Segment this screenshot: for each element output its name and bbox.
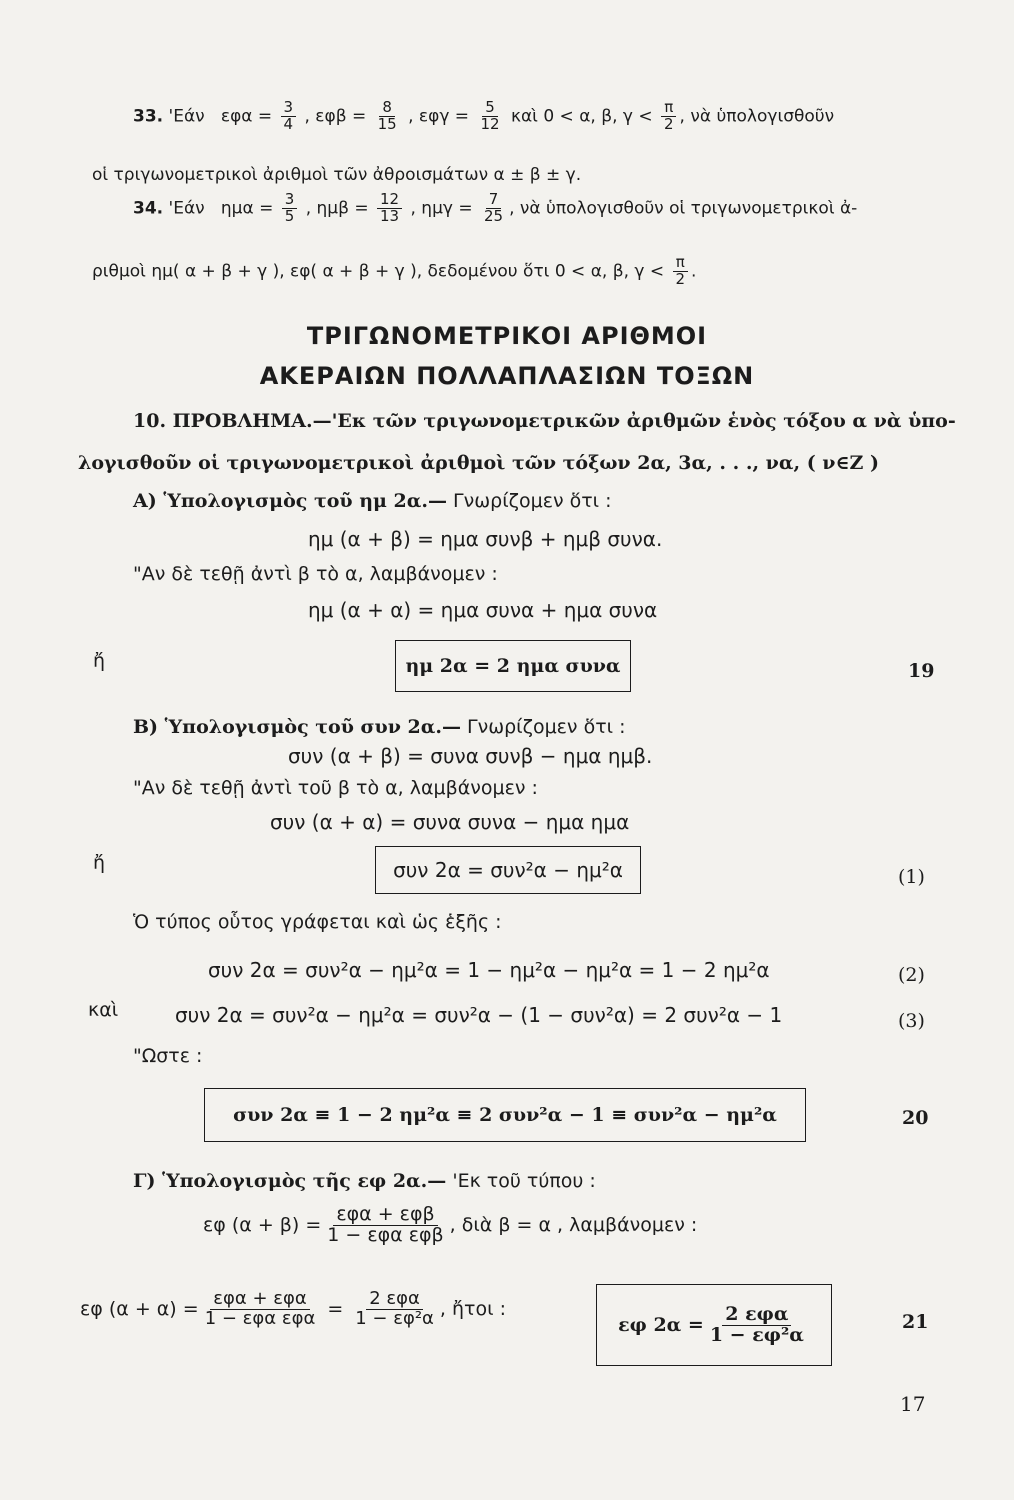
exercise-34-line2 (92, 255, 696, 288)
part-c-eq1-tail: , διὰ β = α , λαμβάνομεν : (449, 1214, 698, 1237)
exercise-34-line1 (133, 192, 857, 225)
part-c-eq1-frac: $\frac{\text{εφα + εφβ}}{\text{1 − εφα εφβ}}$ (327, 1203, 444, 1246)
equation-number-2: (2) (898, 964, 925, 986)
part-a-text1: "Αν δὲ τεθῇ ἀντὶ β τὸ α, λαμβάνομεν : (133, 563, 498, 585)
part-a-heading: Α) Ὑπολογισμὸς τοῦ ημ 2α.— (133, 490, 447, 512)
cos2a-box-text: συν 2α = συν²α − ημ²α (393, 858, 623, 882)
problem-line1: 10. ΠΡΟΒΛΗΜΑ.—'Εκ τῶν τριγωνομετρικῶν ἀριθμῶν ἑνὸς τόξου α νὰ ὑπο- (133, 410, 956, 432)
part-c-eq1-lhs: εφ (α + β) = (203, 1214, 322, 1237)
exercise-33-term1-label: εφα = (220, 106, 273, 127)
part-b-text2: Ὁ τύπος οὗτος γράφεται καὶ ὡς ἑξῆς : (133, 911, 502, 933)
exercise-33-term3-label: , εφγ = (408, 106, 470, 127)
formula-21-box (596, 1284, 832, 1366)
part-a-or: ἤ (93, 650, 106, 672)
exercise-34-lead: 'Εάν (168, 198, 205, 219)
exercise-34-term1-label: ημα = (220, 198, 274, 219)
section-title-line1: ΤΡΙΓΩΝΟΜΕΤΡΙΚΟΙ ΑΡΙΘΜΟΙ (306, 322, 708, 350)
part-a-heading-row (133, 490, 612, 512)
problem-line2: λογισθοῦν οἱ τριγωνομετρικοὶ ἀριθμοὶ τῶν τόξων 2α, 3α, . . ., να, ( ν∈Z ) (78, 452, 880, 474)
part-c-eq2-tail: , ἤτοι : (439, 1298, 506, 1321)
cos2a-box (375, 846, 641, 894)
formula-20-text: συν 2α ≡ 1 − 2 ημ²α ≡ 2 συν²α − 1 ≡ συν²α − ημ²α (233, 1104, 777, 1126)
part-c-eq1 (203, 1205, 697, 1246)
formula-19-number: 19 (908, 660, 935, 682)
exercise-33-tail: , νὰ ὑπολογισθοῦν (679, 106, 835, 127)
part-a-eq2: ημ (α + α) = ημα συνα + ημα συνα (308, 598, 658, 622)
part-b-or: ἤ (93, 852, 106, 874)
part-c-heading-tail: 'Εκ τοῦ τύπου : (452, 1170, 596, 1192)
exercise-34-frac2: $\frac{12}{13}$ (377, 192, 402, 225)
part-b-kai: καὶ (88, 999, 119, 1021)
part-c-eq2-lhs: εφ (α + α) = (80, 1298, 199, 1321)
part-b-heading-tail: Γνωρίζομεν ὅτι : (467, 716, 626, 738)
formula-20-number: 20 (902, 1107, 929, 1129)
exercise-34-number: 34. (133, 198, 164, 219)
part-b-eq2: συν (α + α) = συνα συνα − ημα ημα (270, 810, 630, 834)
formula-21-lhs: εφ 2α = (618, 1314, 704, 1336)
exercise-33-frac3: $\frac{5}{12}$ (480, 98, 500, 133)
exercise-33-frac1: $\frac{3}{4}$ (281, 100, 297, 133)
equation-number-3: (3) (898, 1010, 925, 1032)
exercise-33-term2-label: , εφβ = (304, 106, 367, 127)
exercise-34-line2-text: ριθμοὶ ημ( α + β + γ ), εφ( α + β + γ ), δεδομένου ὅτι 0 < α, β, γ < (92, 261, 665, 282)
exercise-34-frac1: $\frac{3}{5}$ (282, 192, 298, 225)
part-c-heading: Γ) Ὑπολογισμὸς τῆς εφ 2α.— (133, 1170, 447, 1192)
exercise-33-condition: καὶ 0 < α, β, γ < (510, 106, 653, 127)
formula-19-box (395, 640, 631, 692)
exercise-34-frac3: $\frac{7}{25}$ (484, 190, 504, 225)
exercise-34-pi-frac: $\frac{\pi}{2}$ (673, 255, 689, 288)
part-c-eq2 (80, 1290, 506, 1329)
part-b-heading: Β) Ὑπολογισμὸς τοῦ συν 2α.— (133, 716, 461, 738)
exercise-34-term2-label: , ημβ = (305, 198, 369, 219)
part-a-eq1: ημ (α + β) = ημα συνβ + ημβ συνα. (308, 527, 663, 551)
exercise-33-line2: οἱ τριγωνομετρικοὶ ἀριθμοὶ τῶν ἀθροισμάτων α ± β ± γ. (92, 165, 582, 185)
part-c-eq2-frac1: $\frac{\text{εφα + εφα}}{\text{1 − εφα εφα}}$ (204, 1288, 316, 1329)
formula-21-number: 21 (902, 1311, 929, 1333)
part-b-eq1: συν (α + β) = συνα συνβ − ημα ημβ. (288, 744, 653, 768)
exercise-33-frac2: $\frac{8}{15}$ (377, 98, 397, 133)
exercise-34-term3-label: , ημγ = (410, 198, 473, 219)
exercise-33-line1 (133, 100, 834, 133)
exercise-34-end: . (691, 261, 697, 282)
formula-20-box (204, 1088, 806, 1142)
exercise-34-tail: , νὰ ὑπολογισθοῦν οἱ τριγωνομετρικοὶ ἀ- (509, 198, 858, 219)
page-number: 17 (900, 1392, 926, 1416)
exercise-33-pi-frac: $\frac{\pi}{2}$ (661, 100, 677, 133)
part-c-eq2-frac2: $\frac{\text{2 εφα}}{\text{1 − εφ²α}}$ (355, 1288, 434, 1329)
section-title-line2: ΑΚΕΡΑΙΩΝ ΠΟΛΛΑΠΛΑΣΙΩΝ ΤΟΞΩΝ (259, 362, 755, 390)
formula-19-text: ημ 2α = 2 ημα συνα (405, 655, 621, 677)
part-c-eq2-equals: = (327, 1298, 344, 1321)
part-b-hoste: "Ωστε : (133, 1045, 203, 1067)
part-b-text1: "Αν δὲ τεθῇ ἀντὶ τοῦ β τὸ α, λαμβάνομεν : (133, 777, 538, 799)
part-b-heading-row (133, 716, 626, 738)
part-a-heading-tail: Γνωρίζομεν ὅτι : (453, 490, 612, 512)
exercise-33-number: 33. (133, 106, 164, 127)
part-b-eq3: συν 2α = συν²α − ημ²α = 1 − ημ²α − ημ²α = 1 − 2 ημ²α (208, 958, 770, 982)
formula-21-frac: $\frac{\text{2 εφα}}{\text{1 − εφ²α}}$ (709, 1302, 804, 1346)
exercise-33-lead: 'Εάν (168, 106, 205, 127)
part-b-eq4: συν 2α = συν²α − ημ²α = συν²α − (1 − συν²α) = 2 συν²α − 1 (175, 1003, 783, 1027)
equation-number-1: (1) (898, 866, 925, 888)
part-c-heading-row (133, 1170, 596, 1192)
